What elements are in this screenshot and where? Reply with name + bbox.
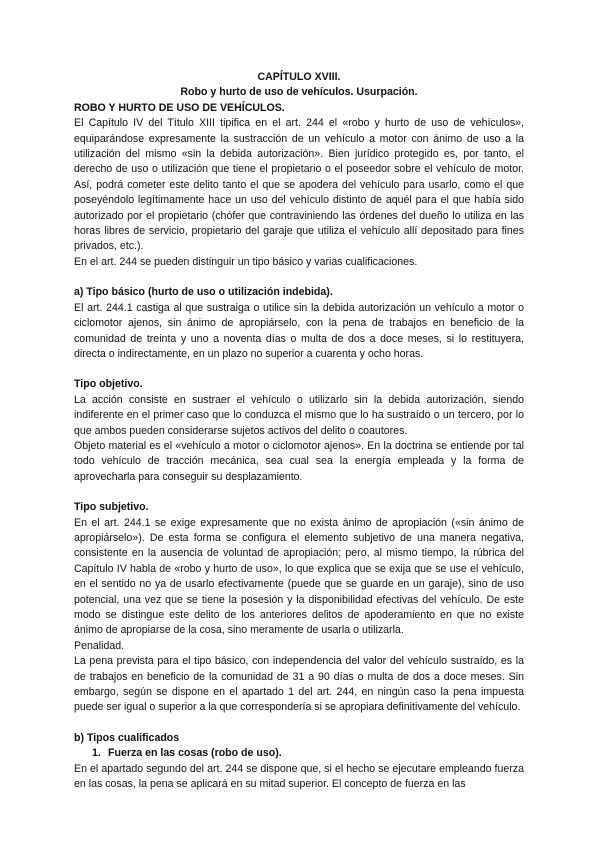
numbered-item-heading (92, 746, 524, 761)
subjective-type-paragraph: En el art. 244.1 se exige expresamente que no exista ánimo de apropiación («sin ánimo de apropiárselo»). De esta forma se configura el elemento subjetivo de una manera negativa, consistente en la ausencia de voluntad de apropiación; pero, al mismo tiempo, la rúbrica del Capítulo IV habla de «robo y hurto de uso», lo que explica que se exija que se use el vehículo, en el sentido no ya de usarlo efectivamente (puede que se guarde en un garaje), sino de uso potencial, una vez que se tiene la posesión y la disponibilidad efectivas del vehículo. De este modo se distingue este delito de los anteriores delitos de apoderamiento en que no existe ánimo de apropiarse de la cosa, sino meramente de usarla o utilizarla. (74, 516, 524, 637)
intro-paragraph: En el art. 244 se pueden distinguir un tipo básico y varias cualificaciones. (74, 255, 418, 268)
intro-paragraph: El Capítulo IV del Título XIII tipifica en el art. 244 el «robo y hurto de uso de vehículos», equiparándose expresamente la sustracción de un vehículo a motor con ánimo de uso a la utilización del mismo «sin la debida autorización». Bien jurídico protegido es, por tanto, el derecho de uso o utilización que tiene el propietario o el poseedor sobre el vehículo de motor. Así, podrá cometer este delito tanto el que se apodera del vehículo para usarlo, como el que poseyéndolo legítimamente hace un uso del vehículo distinto de aquél para el que había sido autorizado por el propietario (chófer que contraviniendo las órdenes del dueño lo utiliza en las horas libres de servicio, propietario del garaje que utiliza el vehículo allí depositado para fines privados, etc.). (74, 117, 524, 253)
penalty-label: Penalidad. (74, 639, 125, 652)
subjective-type-heading: Tipo subjetivo. (74, 501, 149, 514)
section-heading: ROBO Y HURTO DE USO DE VEHÍCULOS. (74, 101, 285, 114)
penalty-paragraph: La pena prevista para el tipo básico, con independencia del valor del vehículo sustraído, es la de trabajos en beneficio de la comunidad de 31 a 90 días o multa de dos a doce meses. Sin embargo, según se dispone en el apartado 1 del art. 244, en ningún caso la pena impuesta puede ser igual o superior a la que correspondería si se apropiara definitivamente del vehículo. (74, 655, 524, 714)
basic-type-paragraph: El art. 244.1 castiga al que sustraiga o utilice sin la debida autorización un vehículo a motor o ciclomotor ajenos, sin ánimo de apropiárselo, con la pena de trabajos en beneficio de la comunidad de treinta y uno a noventa días o multa de dos a doce meses, si lo restituyera, directa o indirectamente, en un plazo no superior a cuarenta y ocho horas. (74, 301, 524, 360)
qualified-type-paragraph: En el apartado segundo del art. 244 se dispone que, si el hecho se ejecutare empleando fuerza en las cosas, la pena se aplicará en su mitad superior. El concepto de fuerza en las (74, 762, 524, 791)
qualified-types-heading: b) Tipos cualificados (74, 731, 180, 744)
item-title: Fuerza en las cosas (robo de uso). (108, 747, 282, 760)
objective-type-paragraph: Objeto material es el «vehículo a motor o ciclomotor ajenos». En la doctrina se entiende por tal todo vehículo de tracción mecánica, sea cual sea la energía empleada y la forma de aprovecharla para conseguir su desplazamiento. (74, 439, 524, 483)
chapter-subtitle: Robo y hurto de uso de vehículos. Usurpación. (180, 86, 418, 99)
objective-type-heading: Tipo objetivo. (74, 378, 143, 391)
item-number: 1. (92, 747, 101, 760)
objective-type-paragraph: La acción consiste en sustraer el vehículo o utilizarlo sin la debida autorización, siendo indiferente en el primer caso que lo conduzca el mismo que lo ha sustraído o un tercero, por lo que ambos pueden considerarse sujetos activos del delito o coautores. (74, 393, 524, 437)
chapter-title: CAPÍTULO XVIII. (257, 71, 341, 83)
basic-type-heading: a) Tipo básico (hurto de uso o utilización indebida). (74, 286, 333, 299)
